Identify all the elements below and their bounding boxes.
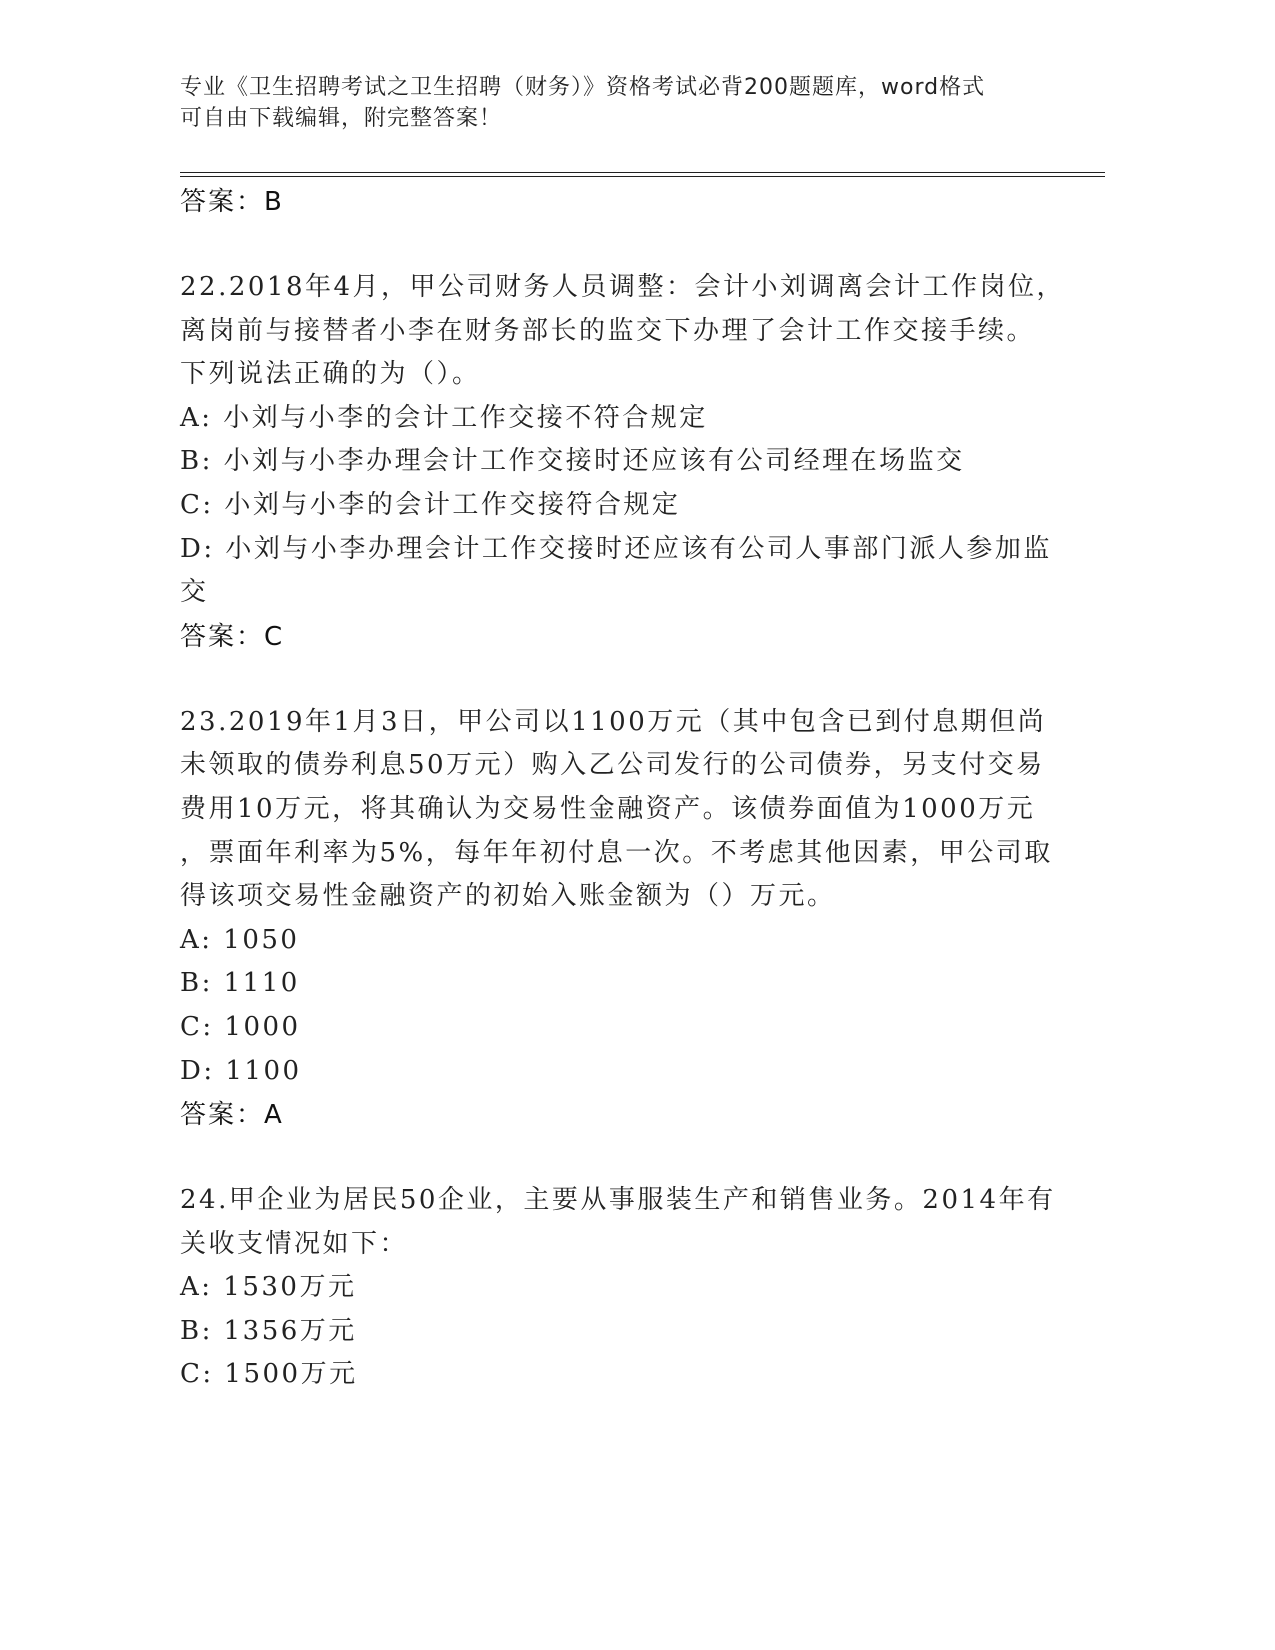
header-divider-bottom [180,176,1105,177]
question-23-text-line: 未领取的债券利息50万元）购入乙公司发行的公司债券，另支付交易 [180,750,1045,781]
question-23-text-line: 23.2019年1月3日，甲公司以1100万元（其中包含已到付息期但尚 [180,706,1047,737]
answer-q21: 答案：B [180,187,284,217]
question-23-option-c: C: 1000 [180,1011,301,1042]
question-22-text-line: 下列说法正确的为（）。 [180,359,481,390]
question-23-text-line: ，票面年利率为5%，每年年初付息一次。不考虑其他因素，甲公司取 [180,837,1053,868]
question-24-text-line: 关收支情况如下： [180,1228,409,1259]
question-22-option-d: D: 小刘与小李办理会计工作交接时还应该有公司人事部门派人参加监 [180,533,1052,564]
spacer [180,224,1040,266]
header-line-2: 可自由下载编辑，附完整答案！ [180,106,503,131]
question-22-text-line: 离岗前与接替者小李在财务部长的监交下办理了会计工作交接手续。 [180,315,1036,346]
question-23-option-a: A: 1050 [180,924,300,955]
question-23 [180,701,1053,1137]
question-23-option-b: B: 1110 [180,968,300,999]
spacer [180,1137,1040,1179]
question-24 [180,1179,1056,1397]
question-22-option-b: B: 小刘与小李办理会计工作交接时还应该有公司经理在场监交 [180,446,965,477]
question-23-option-d: D: 1100 [180,1055,302,1086]
answer-q23: 答案：A [180,1100,284,1131]
question-24-option-b: B: 1356万元 [180,1315,357,1346]
question-24-option-a: A: 1530万元 [180,1272,357,1303]
question-22-option-d-continued: 交 [180,577,209,608]
question-content [180,180,1066,1397]
question-22 [180,266,1066,659]
question-22-option-c: C: 小刘与小李的会计工作交接符合规定 [180,489,681,520]
header-line-1: 专业《卫生招聘考试之卫生招聘（财务）》资格考试必背200题题库，word格式 [180,75,986,100]
question-23-text-line: 得该项交易性金融资产的初始入账金额为（）万元。 [180,881,836,912]
page-header-note [180,72,1040,134]
question-24-option-c: C: 1500万元 [180,1359,358,1390]
question-22-option-a: A: 小刘与小李的会计工作交接不符合规定 [180,402,708,433]
question-23-text-line: 费用10万元，将其确认为交易性金融资产。该债券面值为1000万元 [180,793,1036,824]
header-divider-top [180,172,1105,173]
question-24-text-line: 24.甲企业为居民50企业，主要从事服装生产和销售业务。2014年有 [180,1185,1056,1216]
answer-q22: 答案：C [180,621,285,652]
question-22-text-line: 22.2018年4月，甲公司财务人员调整：会计小刘调离会计工作岗位， [180,272,1066,302]
spacer [180,659,1040,701]
